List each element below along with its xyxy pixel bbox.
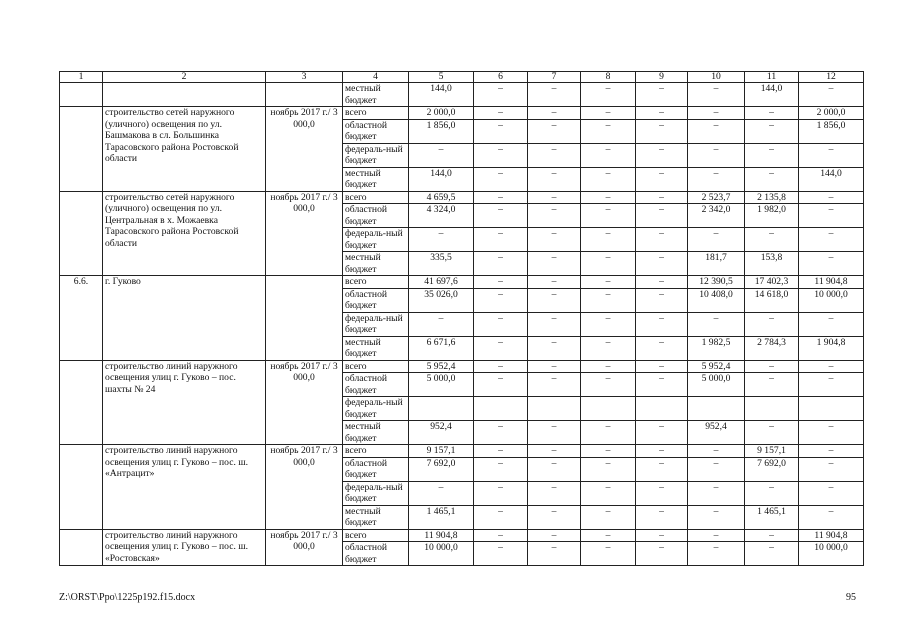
amount-cell-col-6: – xyxy=(474,288,528,312)
amount-cell-col-11: – xyxy=(745,167,799,191)
amount-cell-col-10: – xyxy=(688,143,745,167)
amount-cell-col-8: – xyxy=(581,107,636,120)
header-cell: 10 xyxy=(688,72,745,83)
amount-cell-col-11: – xyxy=(745,228,799,252)
amount-cell-col-5: – xyxy=(409,228,474,252)
amount-cell-col-12: – xyxy=(799,373,864,397)
amount-cell-col-10: 5 952,4 xyxy=(688,360,745,373)
amount-cell-col-7: – xyxy=(528,204,581,228)
amount-cell-col-5: 952,4 xyxy=(409,421,474,445)
budget-table xyxy=(59,71,864,566)
header-row xyxy=(60,72,864,83)
amount-cell-col-11: 144,0 xyxy=(745,83,799,107)
amount-cell-col-10: 10 408,0 xyxy=(688,288,745,312)
object-name: строительство сетей наружного (уличного) освещения по ул. Центральная в х. Можаевка Тарасовского района Ростовской области xyxy=(103,191,266,276)
header-cell: 9 xyxy=(636,72,688,83)
funding-source: местный бюджет xyxy=(343,505,409,529)
amount-cell-col-12: – xyxy=(799,191,864,204)
amount-cell-col-8: – xyxy=(581,228,636,252)
amount-cell-col-6: – xyxy=(474,542,528,566)
amount-cell-col-10: 12 390,5 xyxy=(688,276,745,289)
amount-cell-col-11: – xyxy=(745,360,799,373)
amount-cell-col-12: – xyxy=(799,445,864,458)
amount-cell-col-6: – xyxy=(474,119,528,143)
amount-cell-col-8: – xyxy=(581,288,636,312)
amount-cell-col-5: 6 671,6 xyxy=(409,336,474,360)
amount-cell-col-11: – xyxy=(745,421,799,445)
amount-cell-col-8: – xyxy=(581,312,636,336)
amount-cell-col-7: – xyxy=(528,542,581,566)
amount-cell-col-8: – xyxy=(581,119,636,143)
funding-source: федераль-ный бюджет xyxy=(343,481,409,505)
header-cell: 1 xyxy=(60,72,103,83)
amount-cell-col-7: – xyxy=(528,421,581,445)
funding-source: всего xyxy=(343,276,409,289)
amount-cell-col-8: – xyxy=(581,83,636,107)
amount-cell-col-5: – xyxy=(409,143,474,167)
amount-cell-col-8: – xyxy=(581,529,636,542)
header-cell: 6 xyxy=(474,72,528,83)
amount-cell-col-7: – xyxy=(528,288,581,312)
funding-source: областной бюджет xyxy=(343,204,409,228)
funding-source: федераль-ный бюджет xyxy=(343,312,409,336)
amount-cell-col-5: 35 026,0 xyxy=(409,288,474,312)
amount-cell-col-11: – xyxy=(745,312,799,336)
amount-cell-col-8: – xyxy=(581,336,636,360)
amount-cell-col-10: 5 000,0 xyxy=(688,373,745,397)
amount-cell-col-6: – xyxy=(474,107,528,120)
object-name: строительство линий наружного освещения улиц г. Гуково – пос. шахты № 24 xyxy=(103,360,266,445)
amount-cell-col-10: – xyxy=(688,542,745,566)
item-number xyxy=(60,107,103,192)
amount-cell-col-5: 5 000,0 xyxy=(409,373,474,397)
amount-cell-col-12: – xyxy=(799,83,864,107)
amount-cell-col-6: – xyxy=(474,204,528,228)
amount-cell-col-10: – xyxy=(688,83,745,107)
amount-cell-col-9: – xyxy=(636,529,688,542)
amount-cell-col-6: – xyxy=(474,445,528,458)
amount-cell-col-9: – xyxy=(636,228,688,252)
amount-cell-col-10: 952,4 xyxy=(688,421,745,445)
amount-cell-col-9: – xyxy=(636,445,688,458)
amount-cell-col-8: – xyxy=(581,481,636,505)
amount-cell-col-11: 7 692,0 xyxy=(745,457,799,481)
amount-cell-col-5: 10 000,0 xyxy=(409,542,474,566)
amount-cell-col-11: 153,8 xyxy=(745,252,799,276)
amount-cell-col-5: 7 692,0 xyxy=(409,457,474,481)
object-name xyxy=(103,83,266,107)
amount-cell-col-9: – xyxy=(636,373,688,397)
amount-cell-col-7: – xyxy=(528,143,581,167)
amount-cell-col-6: – xyxy=(474,143,528,167)
amount-cell-col-9: – xyxy=(636,204,688,228)
amount-cell-col-7: – xyxy=(528,167,581,191)
amount-cell-col-12: – xyxy=(799,312,864,336)
amount-cell-col-7: – xyxy=(528,457,581,481)
table-row xyxy=(60,191,864,204)
amount-cell-col-8: – xyxy=(581,167,636,191)
funding-source: всего xyxy=(343,107,409,120)
amount-cell-col-7: – xyxy=(528,119,581,143)
amount-cell-col-11: 9 157,1 xyxy=(745,445,799,458)
amount-cell-col-10: – xyxy=(688,481,745,505)
amount-cell-col-6: – xyxy=(474,252,528,276)
amount-cell-col-8: – xyxy=(581,505,636,529)
amount-cell-col-6: – xyxy=(474,360,528,373)
amount-cell-col-9: – xyxy=(636,119,688,143)
amount-cell-col-5: 11 904,8 xyxy=(409,529,474,542)
amount-cell-col-6: – xyxy=(474,421,528,445)
amount-cell-col-11: 1 465,1 xyxy=(745,505,799,529)
item-number xyxy=(60,529,103,566)
amount-cell-col-9: – xyxy=(636,252,688,276)
funding-source: областной бюджет xyxy=(343,288,409,312)
amount-cell-col-12: 2 000,0 xyxy=(799,107,864,120)
table-row xyxy=(60,360,864,373)
completion-date-capacity: ноябрь 2017 г./ 3 000,0 xyxy=(266,529,343,566)
completion-date-capacity: ноябрь 2017 г./ 3 000,0 xyxy=(266,360,343,445)
amount-cell-col-9: – xyxy=(636,421,688,445)
amount-cell-col-7: – xyxy=(528,252,581,276)
amount-cell-col-7: – xyxy=(528,191,581,204)
amount-cell-col-9 xyxy=(636,397,688,421)
header-cell: 8 xyxy=(581,72,636,83)
amount-cell-col-7: – xyxy=(528,312,581,336)
amount-cell-col-12: – xyxy=(799,481,864,505)
amount-cell-col-11: – xyxy=(745,529,799,542)
amount-cell-col-5: 41 697,6 xyxy=(409,276,474,289)
amount-cell-col-12: 10 000,0 xyxy=(799,542,864,566)
amount-cell-col-7: – xyxy=(528,336,581,360)
amount-cell-col-6: – xyxy=(474,83,528,107)
amount-cell-col-11: – xyxy=(745,481,799,505)
item-number xyxy=(60,445,103,530)
funding-source: федераль-ный бюджет xyxy=(343,228,409,252)
completion-date-capacity: ноябрь 2017 г./ 3 000,0 xyxy=(266,191,343,276)
amount-cell-col-5: 144,0 xyxy=(409,167,474,191)
amount-cell-col-11: – xyxy=(745,119,799,143)
amount-cell-col-11: 2 135,8 xyxy=(745,191,799,204)
amount-cell-col-10: – xyxy=(688,505,745,529)
funding-source: всего xyxy=(343,529,409,542)
amount-cell-col-12: 11 904,8 xyxy=(799,529,864,542)
amount-cell-col-8: – xyxy=(581,421,636,445)
item-number: 6.6. xyxy=(60,276,103,361)
amount-cell-col-9: – xyxy=(636,107,688,120)
amount-cell-col-6: – xyxy=(474,191,528,204)
amount-cell-col-9: – xyxy=(636,276,688,289)
amount-cell-col-11: 14 618,0 xyxy=(745,288,799,312)
header-cell: 4 xyxy=(343,72,409,83)
amount-cell-col-9: – xyxy=(636,191,688,204)
amount-cell-col-12: – xyxy=(799,204,864,228)
header-cell: 7 xyxy=(528,72,581,83)
funding-source: областной бюджет xyxy=(343,457,409,481)
amount-cell-col-9: – xyxy=(636,457,688,481)
funding-source: областной бюджет xyxy=(343,119,409,143)
amount-cell-col-8: – xyxy=(581,445,636,458)
amount-cell-col-5: 4 324,0 xyxy=(409,204,474,228)
amount-cell-col-8: – xyxy=(581,276,636,289)
amount-cell-col-7: – xyxy=(528,505,581,529)
amount-cell-col-6: – xyxy=(474,312,528,336)
amount-cell-col-9: – xyxy=(636,542,688,566)
amount-cell-col-10: – xyxy=(688,107,745,120)
amount-cell-col-6: – xyxy=(474,336,528,360)
amount-cell-col-6: – xyxy=(474,373,528,397)
amount-cell-col-9: – xyxy=(636,505,688,529)
amount-cell-col-11 xyxy=(745,397,799,421)
amount-cell-col-11: – xyxy=(745,107,799,120)
amount-cell-col-5: 1 856,0 xyxy=(409,119,474,143)
funding-source: федераль-ный бюджет xyxy=(343,143,409,167)
amount-cell-col-9: – xyxy=(636,167,688,191)
amount-cell-col-12: – xyxy=(799,360,864,373)
amount-cell-col-12: 1 904,8 xyxy=(799,336,864,360)
amount-cell-col-9: – xyxy=(636,336,688,360)
amount-cell-col-12: 144,0 xyxy=(799,167,864,191)
amount-cell-col-7: – xyxy=(528,360,581,373)
object-name: строительство линий наружного освещения улиц г. Гуково – пос. ш. «Ростовская» xyxy=(103,529,266,566)
funding-source: всего xyxy=(343,360,409,373)
amount-cell-col-7: – xyxy=(528,529,581,542)
amount-cell-col-9: – xyxy=(636,312,688,336)
amount-cell-col-8: – xyxy=(581,204,636,228)
amount-cell-col-8: – xyxy=(581,252,636,276)
amount-cell-col-11: 17 402,3 xyxy=(745,276,799,289)
amount-cell-col-7: – xyxy=(528,228,581,252)
page-number: 95 xyxy=(846,592,856,603)
item-number xyxy=(60,191,103,276)
amount-cell-col-5: 2 000,0 xyxy=(409,107,474,120)
header-cell: 12 xyxy=(799,72,864,83)
funding-source: местный бюджет xyxy=(343,83,409,107)
funding-source: местный бюджет xyxy=(343,252,409,276)
table-row xyxy=(60,445,864,458)
amount-cell-col-5: – xyxy=(409,312,474,336)
funding-source: областной бюджет xyxy=(343,373,409,397)
amount-cell-col-7: – xyxy=(528,481,581,505)
object-name: строительство линий наружного освещения улиц г. Гуково – пос. ш. «Антрацит» xyxy=(103,445,266,530)
amount-cell-col-8 xyxy=(581,397,636,421)
footer-file-path: Z:\ORST\Ppo\1225p192.f15.docx xyxy=(59,592,196,603)
amount-cell-col-8: – xyxy=(581,191,636,204)
item-number xyxy=(60,360,103,445)
amount-cell-col-12: 10 000,0 xyxy=(799,288,864,312)
completion-date-capacity: ноябрь 2017 г./ 3 000,0 xyxy=(266,445,343,530)
amount-cell-col-11: 1 982,0 xyxy=(745,204,799,228)
table-row xyxy=(60,107,864,120)
table-row xyxy=(60,529,864,542)
header-cell: 3 xyxy=(266,72,343,83)
amount-cell-col-5: 335,5 xyxy=(409,252,474,276)
amount-cell-col-11: 2 784,3 xyxy=(745,336,799,360)
amount-cell-col-9: – xyxy=(636,83,688,107)
amount-cell-col-10: 181,7 xyxy=(688,252,745,276)
funding-source: областной бюджет xyxy=(343,542,409,566)
completion-date-capacity xyxy=(266,276,343,361)
amount-cell-col-11: – xyxy=(745,143,799,167)
completion-date-capacity xyxy=(266,83,343,107)
header-cell: 5 xyxy=(409,72,474,83)
amount-cell-col-10: – xyxy=(688,312,745,336)
amount-cell-col-6 xyxy=(474,397,528,421)
funding-source: местный бюджет xyxy=(343,336,409,360)
amount-cell-col-6: – xyxy=(474,457,528,481)
amount-cell-col-12: – xyxy=(799,457,864,481)
amount-cell-col-5: 1 465,1 xyxy=(409,505,474,529)
amount-cell-col-5: 9 157,1 xyxy=(409,445,474,458)
amount-cell-col-10: – xyxy=(688,457,745,481)
amount-cell-col-7: – xyxy=(528,83,581,107)
completion-date-capacity: ноябрь 2017 г./ 3 000,0 xyxy=(266,107,343,192)
amount-cell-col-12: 1 856,0 xyxy=(799,119,864,143)
amount-cell-col-6: – xyxy=(474,167,528,191)
amount-cell-col-6: – xyxy=(474,481,528,505)
funding-source: всего xyxy=(343,191,409,204)
table-row xyxy=(60,83,864,107)
amount-cell-col-12: – xyxy=(799,252,864,276)
amount-cell-col-8: – xyxy=(581,360,636,373)
amount-cell-col-8: – xyxy=(581,143,636,167)
amount-cell-col-5: – xyxy=(409,481,474,505)
funding-source: всего xyxy=(343,445,409,458)
amount-cell-col-6: – xyxy=(474,276,528,289)
object-name: строительство сетей наружного (уличного) освещения по ул. Башмакова в сл. Большинка Тарасовского района Ростовской области xyxy=(103,107,266,192)
amount-cell-col-9: – xyxy=(636,143,688,167)
amount-cell-col-12: – xyxy=(799,143,864,167)
amount-cell-col-6: – xyxy=(474,505,528,529)
amount-cell-col-6: – xyxy=(474,529,528,542)
amount-cell-col-6: – xyxy=(474,228,528,252)
amount-cell-col-9: – xyxy=(636,481,688,505)
header-cell: 11 xyxy=(745,72,799,83)
amount-cell-col-7: – xyxy=(528,373,581,397)
amount-cell-col-10: 2 342,0 xyxy=(688,204,745,228)
funding-source: местный бюджет xyxy=(343,421,409,445)
funding-source: федераль-ный бюджет xyxy=(343,397,409,421)
object-name: г. Гуково xyxy=(103,276,266,361)
amount-cell-col-12: – xyxy=(799,505,864,529)
amount-cell-col-10: – xyxy=(688,445,745,458)
amount-cell-col-8: – xyxy=(581,542,636,566)
amount-cell-col-7: – xyxy=(528,445,581,458)
amount-cell-col-7 xyxy=(528,397,581,421)
amount-cell-col-5 xyxy=(409,397,474,421)
amount-cell-col-10: – xyxy=(688,119,745,143)
amount-cell-col-10: – xyxy=(688,529,745,542)
amount-cell-col-5: 4 659,5 xyxy=(409,191,474,204)
amount-cell-col-10 xyxy=(688,397,745,421)
amount-cell-col-10: – xyxy=(688,167,745,191)
amount-cell-col-8: – xyxy=(581,373,636,397)
amount-cell-col-10: – xyxy=(688,228,745,252)
amount-cell-col-12: 11 904,8 xyxy=(799,276,864,289)
amount-cell-col-5: 144,0 xyxy=(409,83,474,107)
amount-cell-col-5: 5 952,4 xyxy=(409,360,474,373)
amount-cell-col-12: – xyxy=(799,228,864,252)
item-number xyxy=(60,83,103,107)
amount-cell-col-11: – xyxy=(745,542,799,566)
amount-cell-col-9: – xyxy=(636,360,688,373)
amount-cell-col-11: – xyxy=(745,373,799,397)
header-cell: 2 xyxy=(103,72,266,83)
amount-cell-col-12: – xyxy=(799,421,864,445)
amount-cell-col-7: – xyxy=(528,276,581,289)
funding-source: местный бюджет xyxy=(343,167,409,191)
amount-cell-col-10: 2 523,7 xyxy=(688,191,745,204)
amount-cell-col-12 xyxy=(799,397,864,421)
amount-cell-col-10: 1 982,5 xyxy=(688,336,745,360)
amount-cell-col-9: – xyxy=(636,288,688,312)
amount-cell-col-8: – xyxy=(581,457,636,481)
amount-cell-col-7: – xyxy=(528,107,581,120)
table-row xyxy=(60,276,864,289)
